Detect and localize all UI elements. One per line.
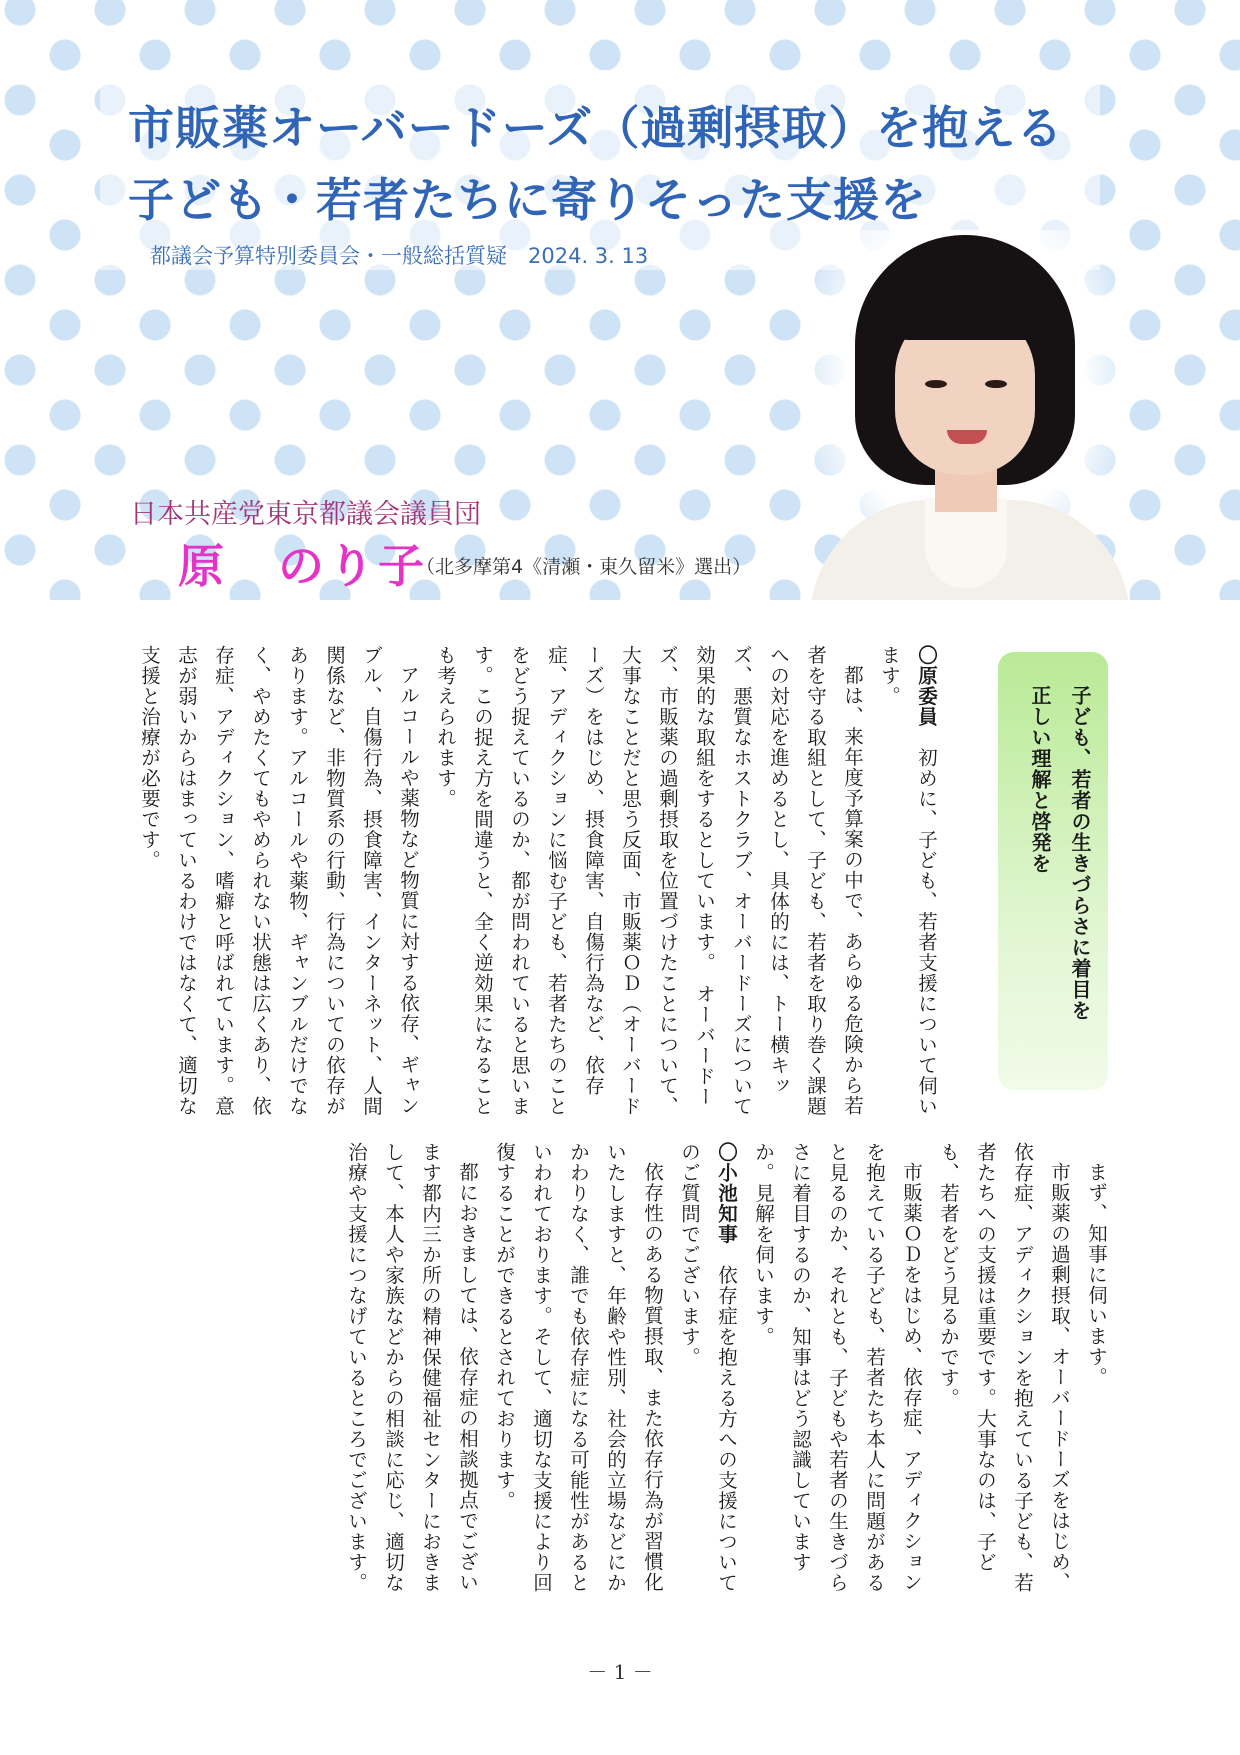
member-district: （北多摩第4《清瀬・東久留米》選出） bbox=[416, 556, 752, 578]
body-text-lower bbox=[165, 1142, 1115, 1612]
speaker-label: 〇小池知事 bbox=[715, 1142, 738, 1245]
page-title bbox=[128, 92, 1063, 236]
paragraph-3: アルコールや薬物など物質に対する依存、ギャンブル、自傷行為、摂食障害、インターネット、人間関係など、非物質系の行動、行為についての依存があります。アルコールや薬物、ギャンブルだけでなく、やめたくてもやめられない状態は広くあり、依存症、アディクション、嗜癖と呼ばれています。意志が弱いからはまっているわけではなくて、適切な支援と治療が必要です。 bbox=[138, 645, 420, 1117]
paragraph-text: 初めに、子ども、若者支援について伺います。 bbox=[878, 645, 938, 1117]
speaker-label: 〇原委員 bbox=[915, 645, 938, 727]
callout-text bbox=[1005, 685, 1100, 1075]
title-line-2: 子ども・若者たちに寄りそった支援を bbox=[128, 173, 927, 227]
paragraph-5: 市販薬の過剰摂取、オーバードーズをはじめ、依存症、アディクションを抱えている子ども、若者たちへの支援は重要です。大事なのは、子ども、若者をどう見るかです。 bbox=[937, 1142, 1071, 1593]
paragraph-6: 市販薬ＯＤをはじめ、依存症、アディクションを抱えている子ども、若者たち本人に問題があると見るのか、それとも、子どもや若者の生きづらさに着目するのか、知事はどう認識していますか。見解を伺います。 bbox=[752, 1142, 923, 1593]
party-name: 日本共産党東京都議会議員団 bbox=[130, 499, 481, 530]
callout-line-2: 正しい理解と啓発を bbox=[1028, 685, 1052, 874]
page-number: － 1 － bbox=[587, 1660, 653, 1684]
paragraph-9: 都におきましては、依存症の相談拠点でございます都内三か所の精神保健福祉センターにおきまして、本人や家族などからの相談に応じ、適切な治療や支援につなげているところでございます。 bbox=[345, 1142, 479, 1593]
body-text-upper bbox=[125, 645, 945, 1135]
paragraph-7 bbox=[671, 1142, 745, 1612]
callout-line-1: 子ども、若者の生きづらさに着目を bbox=[1068, 685, 1092, 1021]
member-name: 原 のり子 bbox=[178, 539, 428, 593]
paragraph-4: まず、知事に伺います。 bbox=[1085, 1161, 1108, 1387]
paragraph-2: 都は、来年度予算案の中で、あらゆる危険から若者を守る取組として、子ども、若者を取り巻く課題への対応を進めるとし、具体的には、トー横キッズ、悪質なホストクラブ、オーバードーズについて効果的な取組をするとしています。 オーバードーズ、市販薬の過剰摂取を位置づけたことについて、大事なことだと思う反面、市販薬ＯＤ（オーバードーズ）をはじめ、摂食障害、自傷行為など、依存症、アディクションに悩む子ども、若者たちのことをどう捉えているのか、都が問われていると思います。この捉え方を間違うと、全く逆効果になることも考えられます。 bbox=[434, 645, 864, 1117]
session-subtitle: 都議会予算特別委員会・一般総括質疑 2024. 3. 13 bbox=[150, 244, 649, 268]
portrait-photo bbox=[800, 230, 1130, 600]
paragraph-1 bbox=[871, 645, 945, 1135]
title-line-1: 市販薬オーバードーズ（過剰摂取）を抱える bbox=[128, 101, 1064, 155]
paragraph-8: 依存性のある物質摂取、また依存行為が習慣化いたしますと、年齢や性別、社会的立場などにかかわりなく、誰でも依存症になる可能性があるといわれております。そして、適切な支援により回復することができるとされております。 bbox=[493, 1142, 664, 1593]
paragraph-text: 依存症を抱える方への支援についてのご質問でございます。 bbox=[678, 1142, 738, 1593]
